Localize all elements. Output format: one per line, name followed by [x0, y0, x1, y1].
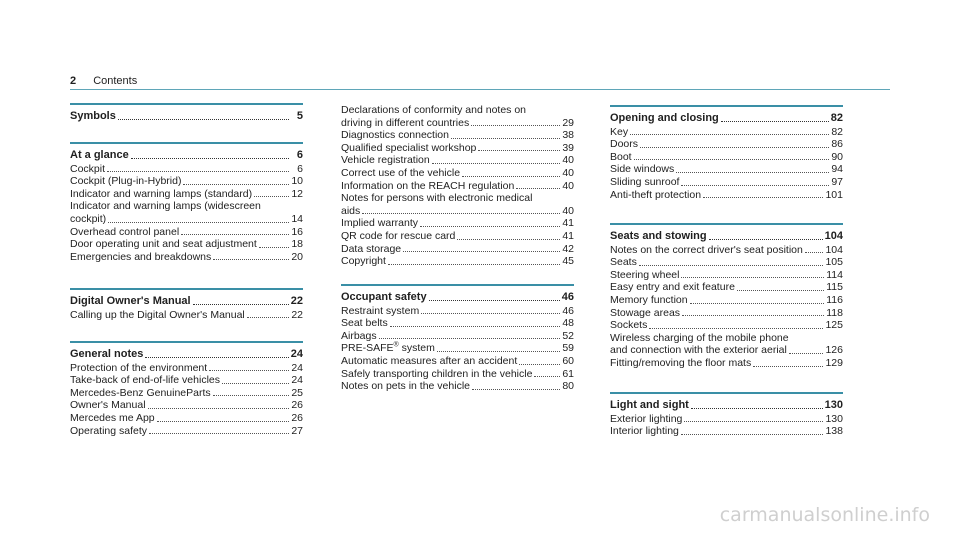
toc-entry[interactable]: Mercedes-Benz GenuineParts 25 [70, 386, 303, 399]
toc-entry[interactable]: Sliding sunroof 97 [610, 175, 843, 188]
toc-entry[interactable]: aids 40 [341, 204, 574, 217]
section-light-sight [610, 392, 843, 438]
toc-entry[interactable]: Anti-theft protection 101 [610, 188, 843, 201]
toc-entry[interactable]: Key 82 [610, 125, 843, 138]
toc-entry[interactable]: Owner's Manual 26 [70, 399, 303, 412]
page-title: Contents [93, 75, 138, 87]
toc-entry[interactable]: Overhead control panel 16 [70, 225, 303, 238]
section-rule [610, 105, 843, 107]
toc-entry[interactable]: Mercedes me App 26 [70, 411, 303, 424]
toc-entry[interactable]: Calling up the Digital Owner's Manual 22 [70, 308, 303, 321]
toc-entry[interactable]: Seats 105 [610, 256, 843, 269]
toc-entry-line1[interactable]: Wireless charging of the mobile phone [610, 331, 789, 344]
toc-heading-seats-stowing[interactable]: Seats and stowing 104 [610, 230, 843, 242]
toc-entry[interactable]: Cockpit (Plug-in-Hybrid) 10 [70, 175, 303, 188]
toc-entry[interactable]: Doors 86 [610, 138, 843, 151]
toc-heading-light-sight[interactable]: Light and sight 130 [610, 399, 843, 411]
section-occupant-safety [341, 284, 574, 393]
toc-entry[interactable]: Cockpit 6 [70, 162, 303, 175]
toc-entry[interactable]: Notes on pets in the vehicle 80 [341, 380, 574, 393]
section-rule [341, 284, 574, 286]
header-rule [70, 89, 890, 90]
toc-entry[interactable]: Data storage 42 [341, 242, 574, 255]
section-seats-stowing [610, 223, 843, 370]
section-at-a-glance [70, 142, 303, 263]
toc-entry[interactable]: Memory function 116 [610, 293, 843, 306]
toc-heading-digital-manual[interactable]: Digital Owner's Manual 22 [70, 295, 303, 307]
section-rule [610, 223, 843, 225]
toc-entry[interactable]: Emergencies and breakdowns 20 [70, 250, 303, 263]
toc-heading-at-a-glance[interactable]: At a glance 6 [70, 149, 303, 161]
toc-entry[interactable]: Fitting/removing the floor mats 129 [610, 356, 843, 369]
toc-entry-line1[interactable]: Indicator and warning lamps (widescreen [70, 200, 261, 213]
toc-entry[interactable]: Restraint system 46 [341, 304, 574, 317]
toc-entry-line1[interactable]: Notes for persons with electronic medical [341, 192, 533, 205]
toc-entry[interactable]: Easy entry and exit feature 115 [610, 281, 843, 294]
toc-entry[interactable]: cockpit) 14 [70, 212, 303, 225]
section-rule [70, 341, 303, 343]
toc-entry[interactable]: QR code for rescue card 41 [341, 229, 574, 242]
toc-entry[interactable]: PRE-SAFE® system 59 [341, 341, 574, 355]
page-number: 2 [70, 75, 77, 87]
toc-entry[interactable]: Indicator and warning lamps (standard) 12 [70, 187, 303, 200]
toc-entry[interactable]: Notes on the correct driver's seat position 104 [610, 243, 843, 256]
section-rule [70, 142, 303, 144]
toc-entry[interactable]: Operating safety 27 [70, 424, 303, 437]
toc-heading-general-notes[interactable]: General notes 24 [70, 348, 303, 360]
section-rule [610, 392, 843, 394]
toc-entry[interactable]: Copyright 45 [341, 255, 574, 268]
toc-entry[interactable]: Boot 90 [610, 150, 843, 163]
toc-entry[interactable]: Protection of the environment 24 [70, 361, 303, 374]
section-opening-closing [610, 105, 843, 201]
page-header [70, 75, 137, 87]
toc-heading-opening-closing[interactable]: Opening and closing 82 [610, 112, 843, 124]
section-general-notes-cont [341, 104, 574, 268]
toc-entry[interactable]: Information on the REACH regulation 40 [341, 179, 574, 192]
toc-heading-symbols[interactable]: Symbols 5 [70, 110, 303, 122]
toc-entry[interactable]: Airbags 52 [341, 329, 574, 342]
toc-entry[interactable]: Exterior lighting 130 [610, 412, 843, 425]
section-rule [70, 288, 303, 290]
section-general-notes [70, 341, 303, 437]
toc-entry[interactable]: Correct use of the vehicle 40 [341, 166, 574, 179]
section-rule [70, 103, 303, 105]
toc-entry[interactable]: driving in different countries 29 [341, 116, 574, 129]
toc-entry[interactable]: and connection with the exterior aerial 126 [610, 344, 843, 357]
toc-entry-line1[interactable]: Declarations of conformity and notes on [341, 104, 527, 116]
toc-entry[interactable]: Qualified specialist workshop 39 [341, 141, 574, 154]
toc-entry[interactable]: Stowage areas 118 [610, 306, 843, 319]
toc-entry[interactable]: Take-back of end-of-life vehicles 24 [70, 374, 303, 387]
toc-entry[interactable]: Safely transporting children in the vehicle 61 [341, 367, 574, 380]
toc-entry[interactable]: Automatic measures after an accident 60 [341, 354, 574, 367]
toc-entry[interactable]: Side windows 94 [610, 163, 843, 176]
section-symbols [70, 103, 303, 124]
toc-entry[interactable]: Diagnostics connection 38 [341, 129, 574, 142]
toc-entry[interactable]: Implied warranty 41 [341, 217, 574, 230]
toc-entry[interactable]: Seat belts 48 [341, 317, 574, 330]
toc-entry[interactable]: Sockets 125 [610, 319, 843, 332]
toc-entry[interactable]: Vehicle registration 40 [341, 154, 574, 167]
watermark: carmanualsonline.info [719, 504, 930, 526]
toc-entry[interactable]: Steering wheel 114 [610, 268, 843, 281]
toc-heading-occupant-safety[interactable]: Occupant safety 46 [341, 291, 574, 303]
toc-entry[interactable]: Door operating unit and seat adjustment 18 [70, 238, 303, 251]
section-digital-manual [70, 288, 303, 321]
toc-entry[interactable]: Interior lighting 138 [610, 425, 843, 438]
